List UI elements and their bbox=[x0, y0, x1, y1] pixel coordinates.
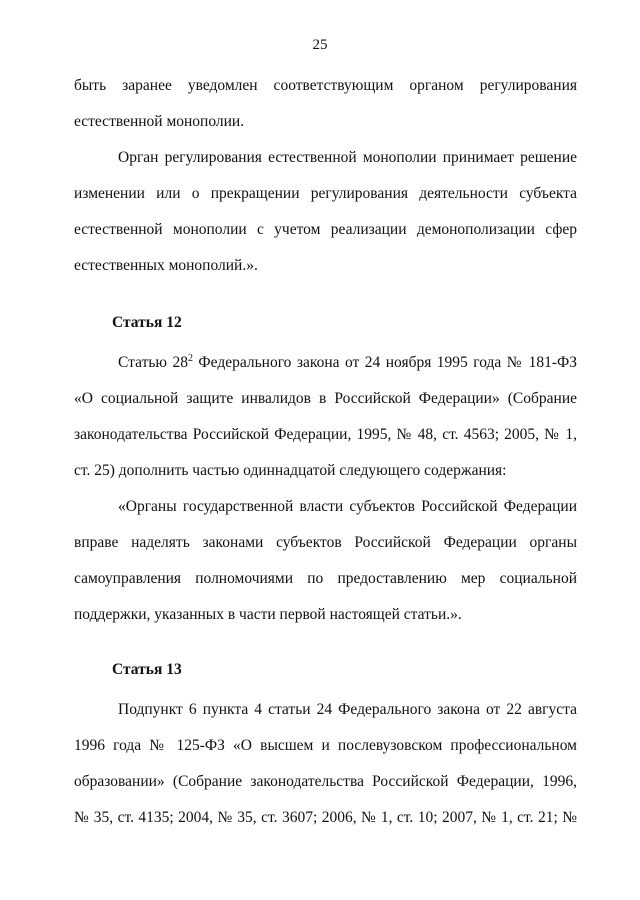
article-13-paragraph-1 bbox=[74, 692, 577, 836]
text-line: вправе наделять законами субъектов Российской Федерации органы bbox=[74, 534, 577, 551]
text-line: естественной монополии. bbox=[74, 113, 245, 130]
text-line: 1996 года № 125-ФЗ «О высшем и послевузовском профессиональном bbox=[74, 737, 577, 754]
text-line: «О социальной защите инвалидов в Российской Федерации» (Собрание bbox=[74, 390, 577, 407]
text-line: поддержки, указанных в части первой настоящей статьи.». bbox=[74, 606, 462, 623]
text-line: законодательства Российской Федерации, 1995, № 48, ст. 4563; 2005, № 1, bbox=[74, 426, 577, 443]
paragraph-regulator-decision bbox=[74, 140, 577, 284]
text-line bbox=[74, 345, 577, 381]
text-fragment: Федерального закона от 24 ноября 1995 года № 181-ФЗ bbox=[192, 354, 577, 371]
paragraph-continuation bbox=[74, 68, 577, 140]
article-12-heading: Статья 12 bbox=[112, 314, 182, 331]
text-line: быть заранее уведомлен соответствующим органом регулирования bbox=[74, 77, 577, 94]
article-12-paragraph-1 bbox=[74, 345, 577, 489]
article-13-heading: Статья 13 bbox=[112, 661, 182, 678]
text-line: «Органы государственной власти субъектов Российской Федерации bbox=[118, 498, 577, 515]
page-number: 25 bbox=[312, 37, 328, 53]
text-line: Подпункт 6 пункта 4 статьи 24 Федерального закона от 22 августа bbox=[118, 701, 577, 718]
text-line: самоуправления полномочиями по предоставлению мер социальной bbox=[74, 570, 577, 587]
article-12-paragraph-2 bbox=[74, 489, 577, 633]
text-fragment: Статью 28 bbox=[118, 354, 188, 371]
superscript: 2 bbox=[187, 353, 193, 364]
text-line: естественных монополий.». bbox=[74, 257, 258, 274]
text-line: образовании» (Собрание законодательства Российской Федерации, 1996, bbox=[74, 773, 577, 790]
text-line: ст. 25) дополнить частью одиннадцатой следующего содержания: bbox=[74, 462, 507, 479]
text-line: № 35, ст. 4135; 2004, № 35, ст. 3607; 2006, № 1, ст. 10; 2007, № 1, ст. 21; № bbox=[74, 809, 577, 826]
text-line: изменении или о прекращении регулирования деятельности субъекта bbox=[74, 185, 577, 202]
text-line: естественной монополии с учетом реализации демонополизации сфер bbox=[74, 221, 577, 238]
text-line: Орган регулирования естественной монополии принимает решение bbox=[118, 149, 577, 166]
